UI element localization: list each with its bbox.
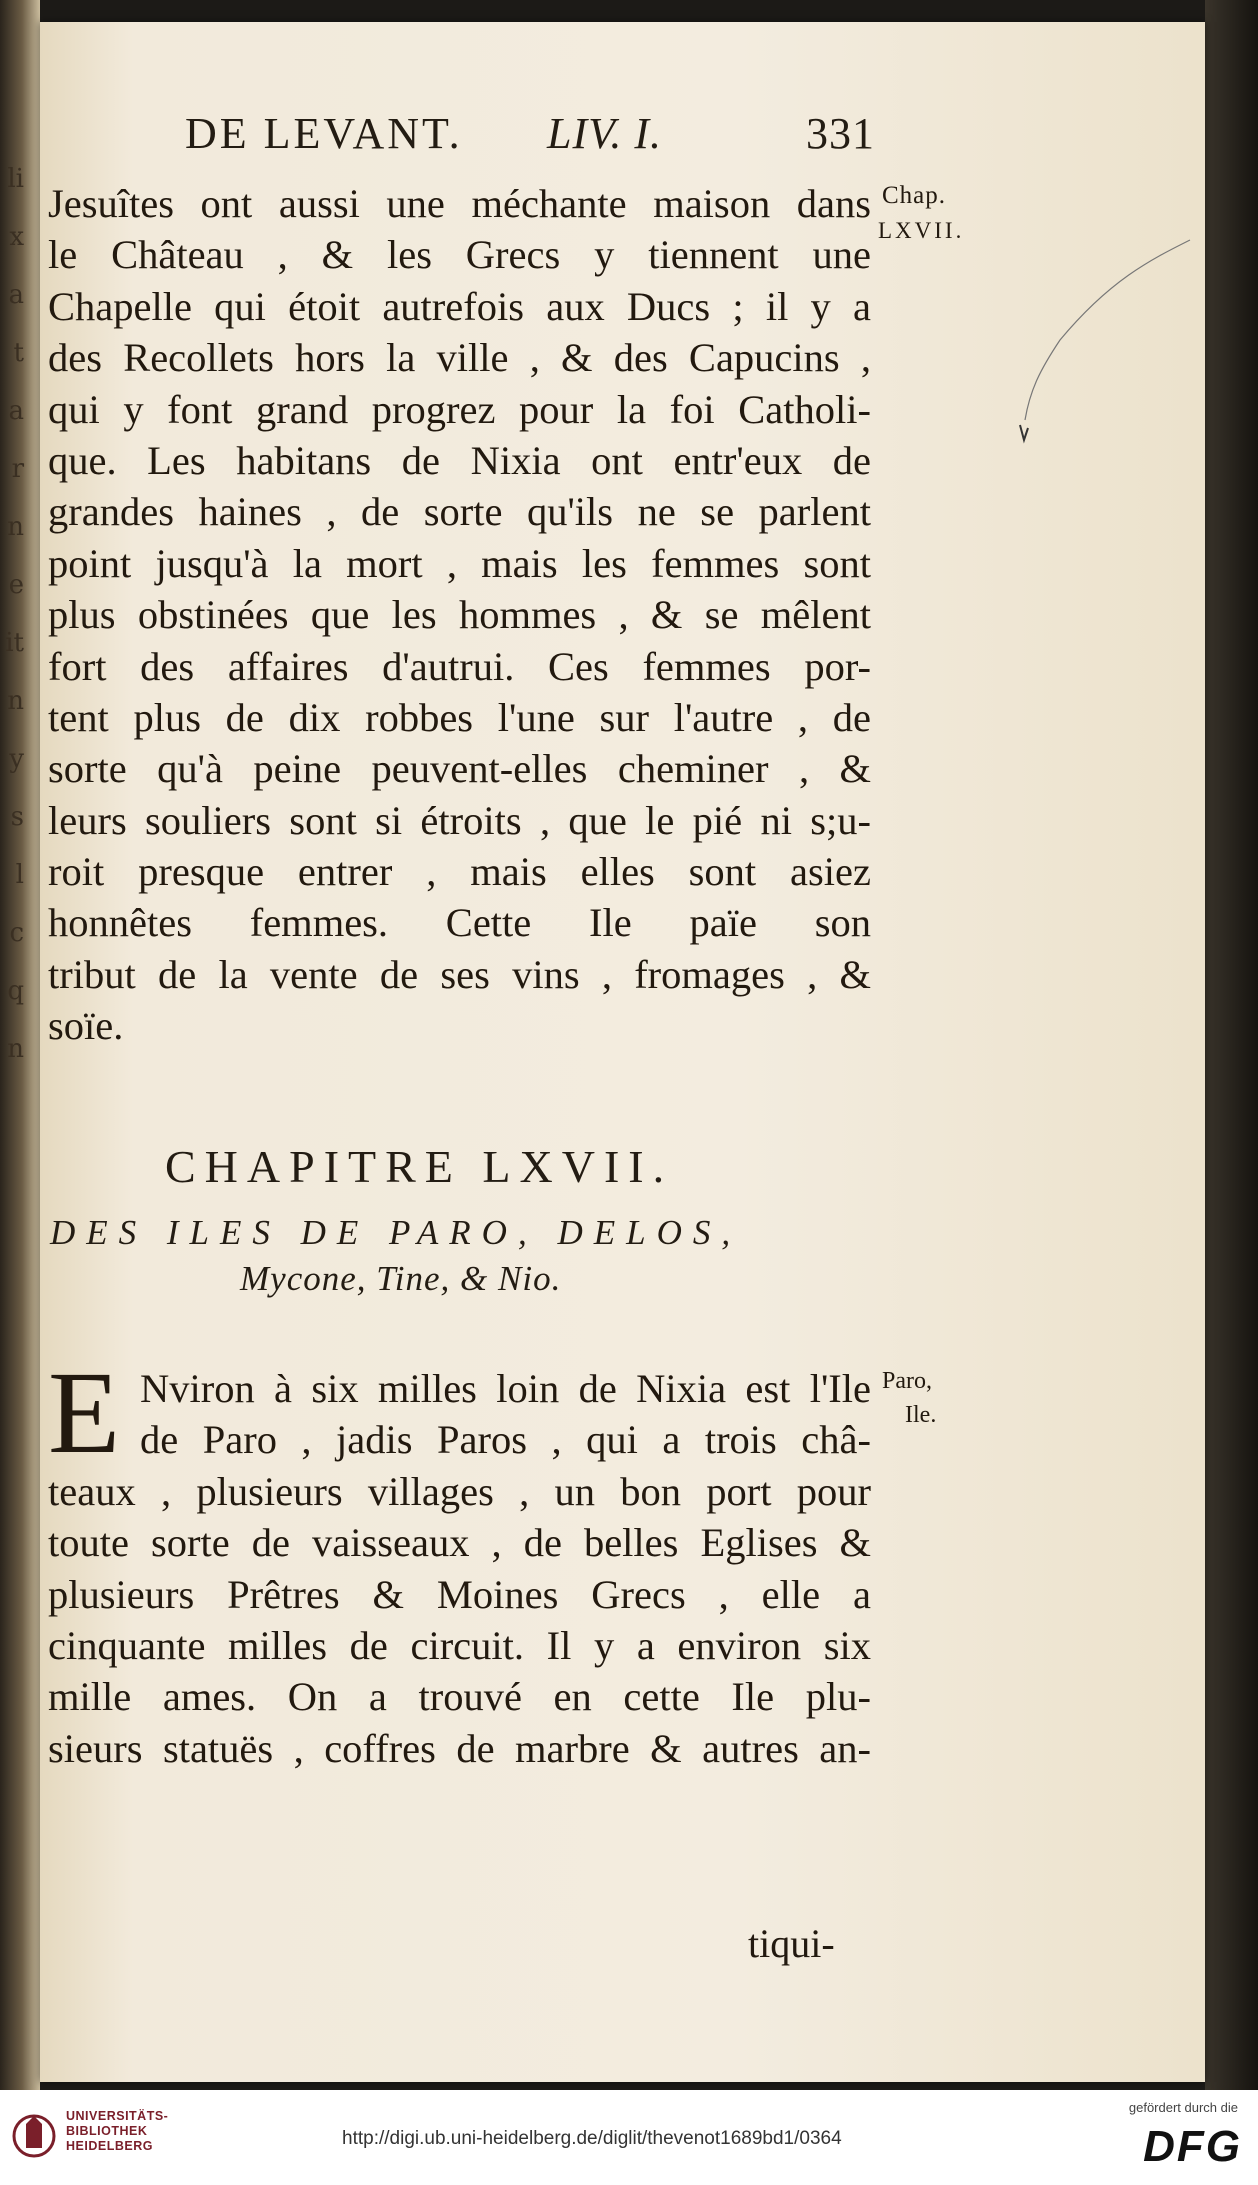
library-name-line-2: BIBLIOTHEK [66, 2124, 148, 2138]
dfg-logo: DFG [1143, 2122, 1242, 2171]
text-line: cinquante milles de circuit. Il y a environ six [48, 1622, 871, 1668]
subheading-line-1: DES ILES DE PARO, DELOS, [50, 1213, 742, 1252]
text-line: des Recollets hors la ville , & des Capucins , [48, 335, 871, 381]
text-line: qui y font grand progrez pour la foi Catholi- [48, 386, 871, 432]
text-line: le Château , & les Grecs y tiennent une [48, 232, 871, 278]
text-line: fort des affaires d'autrui. Ces femmes por- [48, 643, 871, 689]
text-line: honnêtes femmes. Cette Ile païe son [48, 900, 871, 946]
text-line: grandes haines , de sorte qu'ils ne se parlent [48, 489, 871, 535]
right-background [1205, 0, 1258, 2090]
text-line: plusieurs Prêtres & Moines Grecs , elle a [48, 1571, 871, 1617]
margin-paro-label: Paro, [882, 1368, 932, 1394]
text-line: soïe. [48, 1003, 124, 1049]
running-head-book: LIV. I. [547, 109, 662, 158]
text-line: plus obstinées que les hommes , & se mêlent [48, 592, 871, 638]
drop-cap: E [48, 1347, 121, 1478]
text-line: leurs souliers sont si étroits , que le pié ni s;u- [48, 797, 871, 843]
library-name [66, 2109, 168, 2154]
text-line: mille ames. On a trouvé en cette Ile plu- [48, 1674, 871, 1720]
text-line: teaux , plusieurs villages , un bon port pour [48, 1468, 871, 1514]
margin-chap-number: LXVII. [878, 218, 965, 243]
page-number: 331 [806, 109, 875, 158]
library-name-line-1: UNIVERSITÄTS- [66, 2109, 169, 2123]
margin-ile-label: Ile. [905, 1402, 937, 1428]
margin-chap-label: Chap. [882, 182, 947, 209]
source-url[interactable]: http://digi.ub.uni-heidelberg.de/diglit/thevenot1689bd1/0364 [342, 2128, 842, 2149]
text-line: sieurs statuës , coffres de marbre & autres an- [48, 1725, 871, 1771]
running-head-title: DE LEVANT. [185, 109, 463, 158]
text-line: point jusqu'à la mort , mais les femmes sont [48, 540, 871, 586]
subheading-line-2: Mycone, Tine, & Nio. [240, 1259, 562, 1298]
text-line: tent plus de dix robbes l'une sur l'autre , de [48, 694, 871, 740]
previous-page-edge: li x a t a r n e it n y s l c q n [5, 164, 24, 1064]
pencil-mark [1000, 220, 1200, 460]
section-text [48, 1363, 871, 1774]
university-library-logo [12, 2104, 56, 2168]
text-line: tribut de la vente de ses vins , fromages , & [48, 951, 871, 997]
footer-bar [0, 2090, 1258, 2185]
chapter-heading: CHAPITRE LXVII. [165, 1141, 674, 1192]
body-text [48, 178, 871, 1052]
text-line: roit presque entrer , mais elles sont asiez [48, 849, 871, 895]
text-line: sorte qu'à peine peuvent-elles cheminer , & [48, 746, 871, 792]
funder-label: gefördert durch die [1128, 2100, 1238, 2115]
text-line: que. Les habitans de Nixia ont entr'eux de [48, 437, 871, 483]
chapter-subheading [50, 1213, 880, 1299]
text-line: toute sorte de vaisseaux , de belles Eglises & [48, 1520, 871, 1566]
running-head [185, 108, 875, 168]
text-line: Nviron à six milles loin de Nixia est l'Ile [140, 1366, 871, 1411]
library-name-line-3: HEIDELBERG [66, 2139, 153, 2153]
text-line: de Paro , jadis Paros , qui a trois châ- [140, 1417, 871, 1463]
text-line: Chapelle qui étoit autrefois aux Ducs ; il y a [48, 283, 871, 329]
text-line: Jesuîtes ont aussi une méchante maison dans [48, 181, 871, 226]
catchword: tiqui- [748, 1921, 835, 1966]
